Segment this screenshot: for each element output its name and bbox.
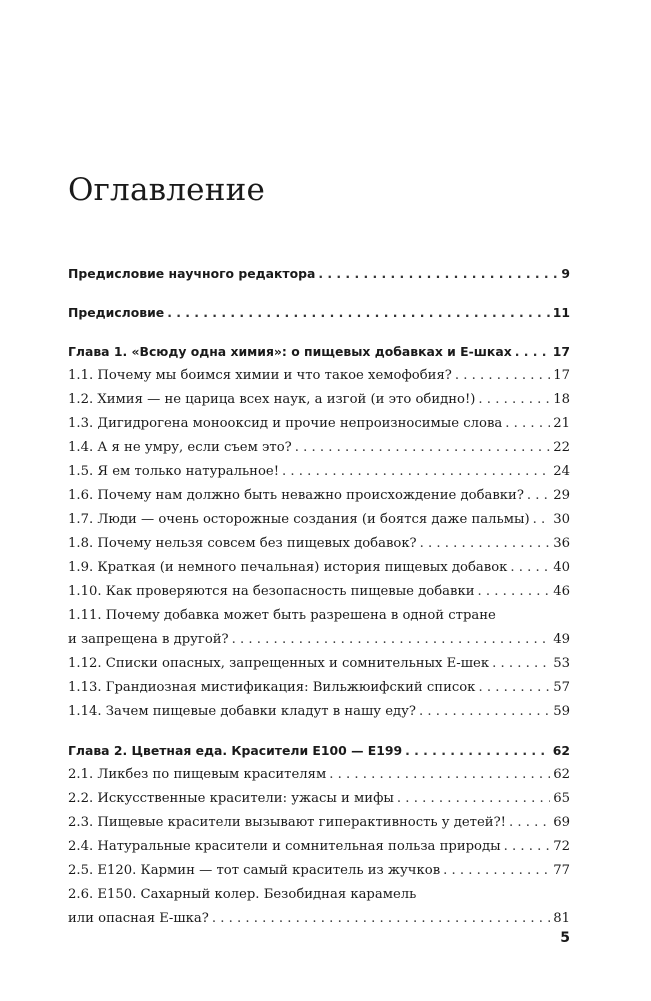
toc-entry-page: 77 — [553, 863, 570, 878]
toc-chapter-entry[interactable] — [68, 301, 570, 325]
dot-leader — [515, 340, 550, 364]
toc-entry-page: 53 — [553, 656, 570, 671]
toc-entry-title: 1.7. Люди — очень осторожные создания (и боятся даже пальмы) — [68, 512, 530, 527]
toc-entry[interactable] — [68, 700, 570, 724]
toc-entry[interactable] — [68, 763, 570, 787]
toc-entry[interactable] — [68, 811, 570, 835]
toc-entry-line1 — [68, 604, 570, 628]
toc-entry[interactable] — [68, 859, 570, 883]
toc-entry[interactable] — [68, 556, 570, 580]
dot-leader — [419, 700, 550, 724]
dot-leader — [167, 301, 550, 325]
toc-entry-page: 40 — [553, 560, 570, 575]
toc-entry-title: Предисловие научного редактора — [68, 266, 316, 281]
dot-leader — [420, 532, 551, 556]
toc-entry-page: 21 — [553, 416, 570, 431]
toc-entry-title: 1.14. Зачем пищевые добавки кладут в нашу еду? — [68, 704, 416, 719]
dot-leader — [295, 436, 551, 460]
toc-entry-page: 9 — [561, 266, 570, 281]
table-of-contents — [68, 262, 570, 931]
toc-entry-page: 59 — [553, 704, 570, 719]
toc-entry-page: 49 — [553, 632, 570, 647]
section-gap — [68, 286, 570, 301]
dot-leader — [478, 580, 551, 604]
toc-entry-page: 69 — [553, 815, 570, 830]
dot-leader — [505, 412, 550, 436]
toc-entry-title: 2.3. Пищевые красители вызывают гиперактивность у детей?! — [68, 815, 506, 830]
toc-page — [68, 0, 570, 1001]
toc-entry[interactable] — [68, 388, 570, 412]
toc-entry[interactable] — [68, 412, 570, 436]
toc-entry-title: 1.5. Я ем только натуральное! — [68, 464, 280, 479]
toc-entry-title: 1.10. Как проверяются на безопасность пищевые добавки — [68, 584, 475, 599]
toc-entry-page: 22 — [553, 440, 570, 455]
toc-entry[interactable] — [68, 676, 570, 700]
toc-entry-title: Глава 1. «Всюду одна химия»: о пищевых добавках и Е-шках — [68, 344, 512, 359]
toc-entry[interactable] — [68, 652, 570, 676]
dot-leader — [232, 628, 551, 652]
toc-entry-title: 1.1. Почему мы боимся химии и что такое хемофобия? — [68, 368, 452, 383]
toc-entry-page: 36 — [553, 536, 570, 551]
dot-leader — [405, 739, 550, 763]
dot-leader — [478, 388, 550, 412]
toc-chapter-entry[interactable] — [68, 340, 570, 364]
toc-entry-page: 17 — [552, 344, 570, 359]
toc-entry-title: 1.12. Списки опасных, запрещенных и сомнительных Е-шек — [68, 656, 490, 671]
toc-entry[interactable] — [68, 628, 570, 652]
dot-leader — [527, 484, 550, 508]
dot-leader — [318, 262, 558, 286]
toc-entry[interactable] — [68, 484, 570, 508]
toc-entry-title: 1.6. Почему нам должно быть неважно происхождение добавки? — [68, 488, 524, 503]
toc-entry-title: 1.2. Химия — не царица всех наук, а изгой (и это обидно!) — [68, 392, 476, 407]
dot-leader — [397, 787, 550, 811]
toc-entry-title: Глава 2. Цветная еда. Красители Е100 — Е199 — [68, 743, 403, 758]
toc-entry-page: 24 — [553, 464, 570, 479]
toc-entry[interactable] — [68, 532, 570, 556]
toc-entry[interactable] — [68, 835, 570, 859]
dot-leader — [492, 652, 550, 676]
toc-entry-page: 30 — [553, 512, 570, 527]
toc-entry-page: 62 — [552, 743, 570, 758]
dot-leader — [509, 811, 550, 835]
toc-entry[interactable] — [68, 580, 570, 604]
dot-leader — [455, 364, 550, 388]
page-number: 5 — [560, 930, 570, 946]
dot-leader — [510, 556, 550, 580]
toc-entry-title: 2.4. Натуральные красители и сомнительная польза природы — [68, 839, 501, 854]
toc-entry-line1 — [68, 883, 570, 907]
toc-entry-page: 81 — [553, 911, 570, 926]
toc-entry-page: 29 — [553, 488, 570, 503]
toc-entry-page: 72 — [553, 839, 570, 854]
toc-entry-title: 2.6. Е150. Сахарный колер. Безобидная карамель — [68, 887, 417, 902]
dot-leader — [478, 676, 550, 700]
section-gap — [68, 325, 570, 340]
dot-leader — [282, 460, 550, 484]
toc-entry-title-continued: и запрещена в другой? — [68, 632, 229, 647]
toc-entry[interactable] — [68, 787, 570, 811]
toc-entry-title: 2.2. Искусственные красители: ужасы и мифы — [68, 791, 394, 806]
toc-entry-page: 62 — [553, 767, 570, 782]
dot-leader — [533, 508, 551, 532]
toc-entry-title: 2.1. Ликбез по пищевым красителям — [68, 767, 327, 782]
dot-leader — [504, 835, 551, 859]
toc-entry-page: 65 — [553, 791, 570, 806]
toc-entry-title: 1.4. А я не умру, если съем это? — [68, 440, 292, 455]
toc-entry-title: 1.9. Краткая (и немного печальная) история пищевых добавок — [68, 560, 508, 575]
toc-entry-title-continued: или опасная Е-шка? — [68, 911, 209, 926]
page-title: Оглавление — [68, 172, 265, 208]
dot-leader — [443, 859, 550, 883]
toc-chapter-entry[interactable] — [68, 739, 570, 763]
toc-entry[interactable] — [68, 907, 570, 931]
toc-entry-title: 1.3. Дигидрогена монооксид и прочие непроизносимые слова — [68, 416, 503, 431]
toc-entry[interactable] — [68, 436, 570, 460]
toc-entry-page: 57 — [553, 680, 570, 695]
toc-entry-page: 46 — [553, 584, 570, 599]
toc-entry-title: Предисловие — [68, 305, 165, 320]
toc-entry-page: 18 — [553, 392, 570, 407]
toc-entry[interactable] — [68, 460, 570, 484]
dot-leader — [329, 763, 550, 787]
toc-entry-page: 17 — [553, 368, 570, 383]
toc-entry-title: 2.5. Е120. Кармин — тот самый краситель из жучков — [68, 863, 441, 878]
toc-entry-title: 1.8. Почему нельзя совсем без пищевых добавок? — [68, 536, 417, 551]
toc-entry-title: 1.11. Почему добавка может быть разрешена в одной стране — [68, 608, 496, 623]
dot-leader — [212, 907, 550, 931]
toc-entry-page: 11 — [552, 305, 570, 320]
toc-entry-title: 1.13. Грандиозная мистификация: Вильжюифский список — [68, 680, 476, 695]
toc-chapter-entry[interactable] — [68, 262, 570, 286]
toc-entry[interactable] — [68, 364, 570, 388]
toc-entry[interactable] — [68, 508, 570, 532]
section-gap — [68, 724, 570, 739]
